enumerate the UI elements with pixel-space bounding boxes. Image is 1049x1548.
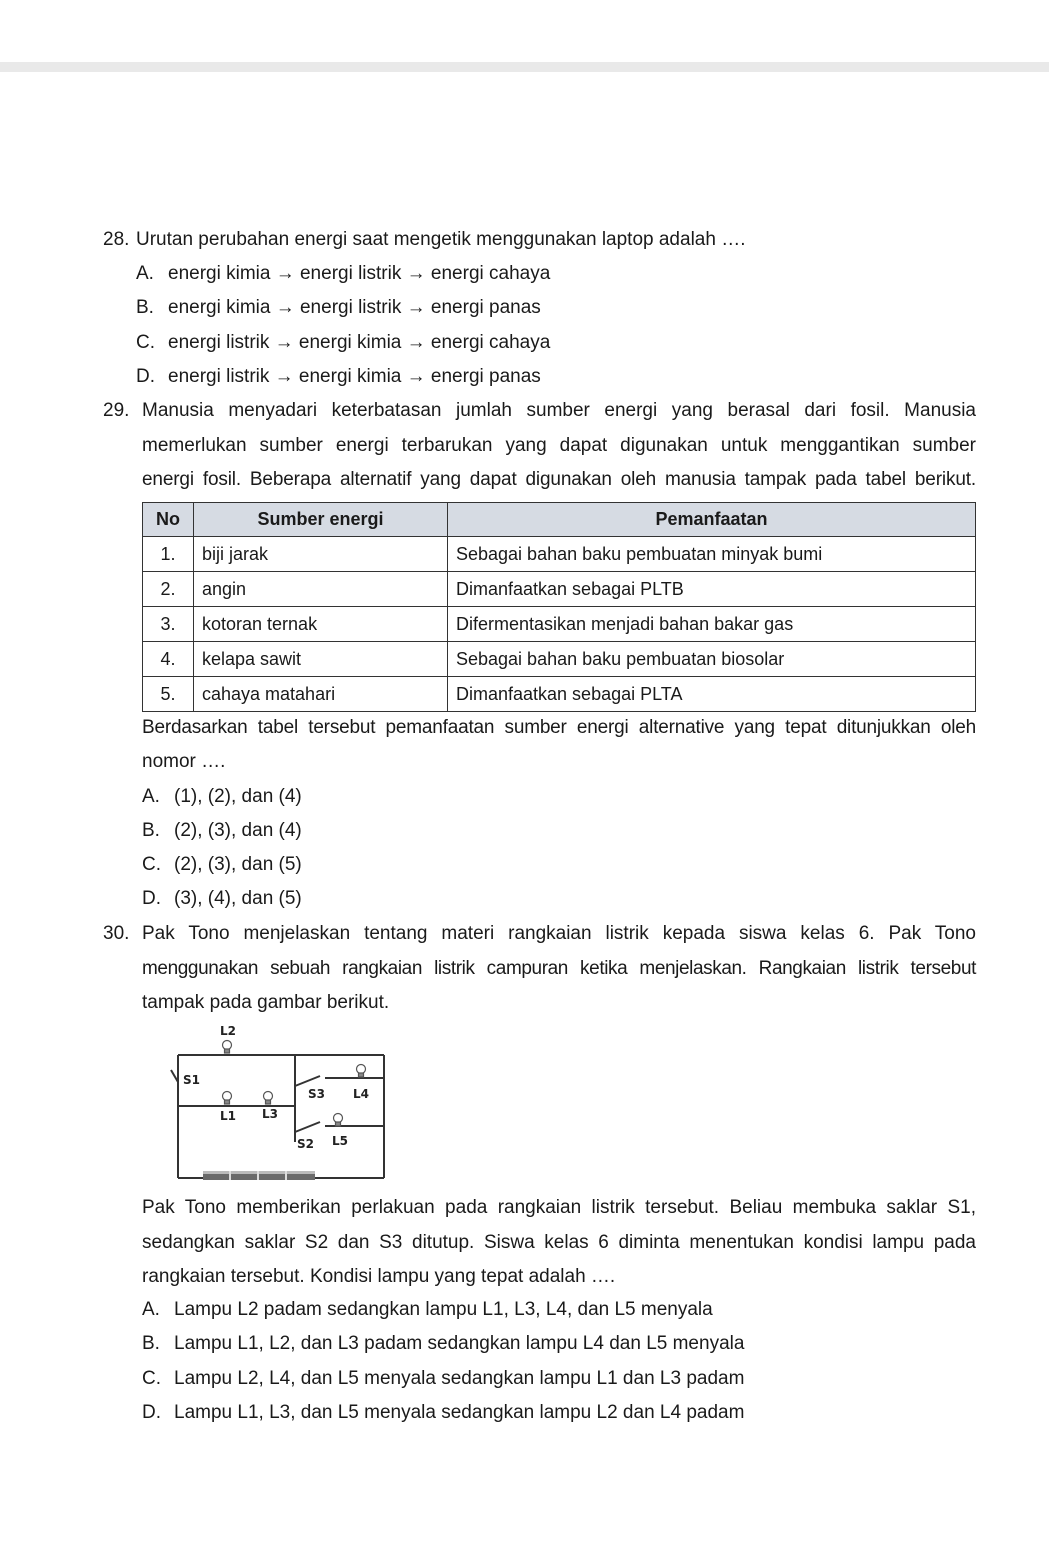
switch-s1-lever — [171, 1070, 178, 1082]
question-28-option-c[interactable]: C. energi listrik → energi kimia → energi cahaya — [136, 332, 551, 353]
question-30-option-c[interactable]: C. Lampu L2, L4, dan L5 menyala sedangkan lampu L1 dan L3 padam — [142, 1368, 745, 1389]
cell-no: 4. — [143, 642, 194, 677]
cell-source: cahaya matahari — [194, 677, 448, 712]
label-s2: S2 — [297, 1137, 314, 1151]
switch-s2-lever — [295, 1122, 320, 1132]
table-header-row — [143, 503, 976, 537]
label-l1: L1 — [220, 1109, 236, 1123]
header-use: Pemanfaatan — [448, 503, 976, 537]
cell-no: 5. — [143, 677, 194, 712]
cell-use: Sebagai bahan baku pembuatan biosolar — [448, 642, 976, 677]
question-28-number: 28. — [103, 229, 130, 250]
question-29-number: 29. — [103, 400, 130, 421]
question-30-option-a[interactable]: A. Lampu L2 padam sedangkan lampu L1, L3, L4, dan L5 menyala — [142, 1299, 713, 1320]
label-l4: L4 — [353, 1087, 369, 1101]
table-row — [143, 607, 976, 642]
question-28-option-b[interactable]: B. energi kimia → energi listrik → energi panas — [136, 297, 541, 318]
question-28-stem: Urutan perubahan energi saat mengetik menggunakan laptop adalah …. — [136, 229, 746, 250]
question-30-followup: Pak Tono memberikan perlakuan pada rangkaian listrik tersebut. Beliau membuka saklar S1, sedangkan saklar S2 dan S3 ditutup. Siswa kelas 6 diminta menentukan kondisi lampu pada rangkaian tersebut. Kondisi lampu yang tepat adalah …. — [142, 1197, 976, 1287]
bulb-l2-icon — [223, 1041, 232, 1054]
header-source: Sumber energi — [194, 503, 448, 537]
mixed-circuit-diagram — [165, 1020, 395, 1185]
question-29-stem: Manusia menyadari keterbatasan jumlah sumber energi yang berasal dari fosil. Manusia memerlukan sumber energi terbarukan yang dapat digunakan untuk menggantikan sumber energi fosil. Beberapa alternatif yang dapat digunakan oleh manusia tampak pada tabel berikut. — [142, 400, 976, 490]
battery-pack — [203, 1171, 315, 1180]
cell-use: Dimanfaatkan sebagai PLTB — [448, 572, 976, 607]
cell-source: angin — [194, 572, 448, 607]
bulb-l5-icon — [334, 1114, 343, 1127]
question-29-option-a[interactable]: A. (1), (2), dan (4) — [142, 786, 302, 807]
question-29-option-b[interactable]: B. (2), (3), dan (4) — [142, 820, 302, 841]
table-row — [143, 677, 976, 712]
label-s3: S3 — [308, 1087, 325, 1101]
label-l3: L3 — [262, 1107, 278, 1121]
cell-no: 1. — [143, 537, 194, 572]
energy-source-table — [142, 502, 976, 712]
question-30-option-d[interactable]: D. Lampu L1, L3, dan L5 menyala sedangkan lampu L2 dan L4 padam — [142, 1402, 745, 1423]
cell-use: Difermentasikan menjadi bahan bakar gas — [448, 607, 976, 642]
question-29-followup: Berdasarkan tabel tersebut pemanfaatan sumber energi alternative yang tepat ditunjukkan oleh — [142, 717, 976, 738]
cell-no: 2. — [143, 572, 194, 607]
cell-no: 3. — [143, 607, 194, 642]
label-s1: S1 — [183, 1073, 200, 1087]
table-row — [143, 572, 976, 607]
question-30-number: 30. — [103, 923, 130, 944]
question-28-option-d[interactable]: D. energi listrik → energi kimia → energi panas — [136, 366, 541, 387]
header-no: No — [143, 503, 194, 537]
question-29-followup-end: nomor …. — [142, 751, 226, 772]
question-30-option-b[interactable]: B. Lampu L1, L2, dan L3 padam sedangkan lampu L4 dan L5 menyala — [142, 1333, 745, 1354]
cell-source: kelapa sawit — [194, 642, 448, 677]
table-row — [143, 537, 976, 572]
bulb-l3-icon — [264, 1092, 273, 1105]
label-l5: L5 — [332, 1134, 348, 1148]
question-30-stem: Pak Tono menjelaskan tentang materi rangkaian listrik kepada siswa kelas 6. Pak Tono menggunakan sebuah rangkaian listrik campuran ketika menjelaskan. Rangkaian listrik tersebut tampak pada gambar berikut. — [142, 923, 976, 1013]
cell-use: Sebagai bahan baku pembuatan minyak bumi — [448, 537, 976, 572]
question-28-option-a[interactable]: A. energi kimia → energi listrik → energi cahaya — [136, 263, 551, 284]
bulb-l4-icon — [357, 1065, 366, 1078]
question-29-option-d[interactable]: D. (3), (4), dan (5) — [142, 888, 302, 909]
label-l2: L2 — [220, 1024, 236, 1038]
switch-s3-lever — [295, 1076, 320, 1086]
cell-source: biji jarak — [194, 537, 448, 572]
bulb-l1-icon — [223, 1092, 232, 1105]
cell-use: Dimanfaatkan sebagai PLTA — [448, 677, 976, 712]
table-row — [143, 642, 976, 677]
question-29-option-c[interactable]: C. (2), (3), dan (5) — [142, 854, 302, 875]
cell-source: kotoran ternak — [194, 607, 448, 642]
